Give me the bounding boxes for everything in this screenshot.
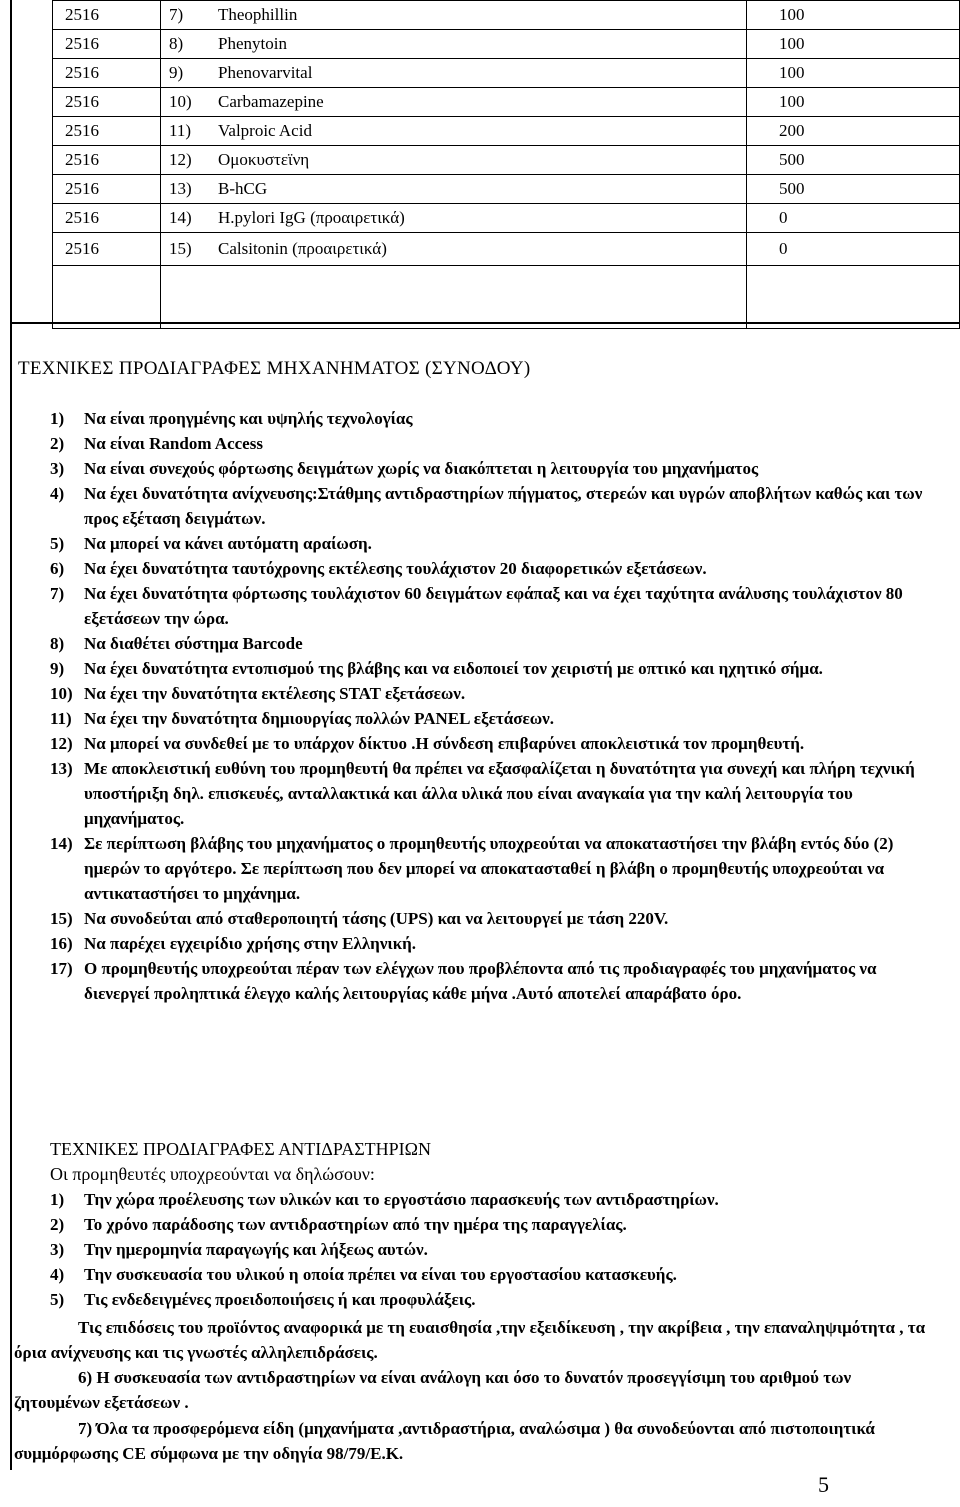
list-item	[50, 1287, 930, 1312]
list-item	[50, 906, 930, 931]
code-cell: 2516	[53, 30, 161, 59]
test-name: Phenytoin	[218, 34, 287, 53]
test-name-cell	[161, 175, 747, 204]
list-item-text: Να συνοδεύται από σταθεροποιητή τάσης (UPS) και να λειτουργεί με τάση 220V.	[84, 909, 669, 928]
list-item	[50, 656, 930, 681]
list-item	[50, 481, 930, 531]
list-item-text: Να έχει δυνατότητα φόρτωσης τουλάχιστον 60 δειγμάτων εφάπαξ και να έχει ταχύτητα ανάλυσης τουλάχιστον 80 εξετάσεων την ώρα.	[84, 584, 903, 628]
quantity-cell: 200	[747, 117, 960, 146]
list-item	[50, 431, 930, 456]
page-number: 5	[818, 1472, 829, 1497]
list-item-number: 5)	[50, 1290, 65, 1309]
test-name-cell	[161, 30, 747, 59]
code-cell: 2516	[53, 1, 161, 30]
test-name: Carbamazepine	[218, 92, 324, 111]
test-name: Phenovarvital	[218, 63, 313, 82]
item-number: 10)	[169, 92, 192, 111]
list-item-number: 2)	[50, 434, 65, 453]
list-item-number: 17)	[50, 959, 73, 978]
quantity-cell: 100	[747, 1, 960, 30]
list-item-number: 13)	[50, 759, 73, 778]
list-item-number: 7)	[50, 584, 65, 603]
list-item-number: 11)	[50, 709, 72, 728]
table-blank-row	[53, 266, 960, 329]
code-cell: 2516	[53, 88, 161, 117]
blank-cell	[53, 266, 161, 329]
list-item-text: Να είναι Random Access	[84, 434, 263, 453]
test-name-cell	[161, 117, 747, 146]
table-row	[53, 30, 960, 59]
code-cell: 2516	[53, 204, 161, 233]
list-item-text: Να παρέχει εγχειρίδιο χρήσης στην Ελληνική.	[84, 934, 417, 953]
table-row	[53, 146, 960, 175]
list-item-text: Να έχει την δυνατότητα δημιουργίας πολλών PANEL εξετάσεων.	[84, 709, 554, 728]
test-name: Theophillin	[218, 5, 298, 24]
list-item-number: 15)	[50, 909, 73, 928]
item-number: 11)	[169, 121, 192, 140]
test-name: Ομοκυστεϊνη	[218, 150, 310, 169]
list-item-number: 12)	[50, 734, 73, 753]
test-name: Valproic Acid	[218, 121, 312, 140]
item-number: 13)	[169, 179, 192, 198]
list-item-number: 14)	[50, 834, 73, 853]
list-item-text: Το χρόνο παράδοσης των αντιδραστηρίων από την ημέρα της παραγγελίας.	[84, 1215, 627, 1234]
table-row	[53, 204, 960, 233]
table-row	[53, 59, 960, 88]
list-item-text: Να είναι προηγμένης και υψηλής τεχνολογίας	[84, 409, 413, 428]
item-number: 15)	[169, 239, 192, 258]
list-item-text: Να έχει δυνατότητα ανίχνευσης:Στάθμης αντιδραστηρίων πήγματος, στερεών και υγρών αποβλήτων καθώς και των προς εξέταση δειγμάτων.	[84, 484, 923, 528]
blank-cell	[747, 266, 960, 329]
list-item-number: 1)	[50, 409, 65, 428]
item-number: 12)	[169, 150, 192, 169]
test-name: Calsitonin (προαιρετικά)	[218, 239, 387, 258]
list-item	[50, 1187, 930, 1212]
item-number: 9)	[169, 63, 184, 82]
list-item-number: 8)	[50, 634, 65, 653]
list-item-text: Την ημερομηνία παραγωγής και λήξεως αυτών.	[84, 1240, 428, 1259]
list-item-number: 3)	[50, 1240, 65, 1259]
reagent-specs-section	[50, 1137, 930, 1312]
test-name-cell	[161, 88, 747, 117]
test-name: B-hCG	[218, 179, 268, 198]
list-item-number: 10)	[50, 684, 73, 703]
quantity-cell: 100	[747, 88, 960, 117]
table-row	[53, 117, 960, 146]
left-border-line	[10, 0, 12, 1470]
list-item	[50, 931, 930, 956]
test-name-cell	[161, 204, 747, 233]
packaging-paragraph: 6) Η συσκευασία των αντιδραστηρίων να είναι ανάλογη και όσο το δυνατόν προσεγγίσιμη του αριθμού των ζητουμένων εξετάσεων .	[14, 1368, 852, 1412]
list-item	[50, 956, 930, 1006]
ce-certificate-paragraph: 7) Όλα τα προσφερόμενα είδη (μηχανήματα ,αντιδραστήρια, αναλώσιμα ) θα συνοδεύονται από πιστοποιητικά συμμόρφωσης CE σύμφωνα με την οδηγία 98/79/Ε.Κ.	[14, 1419, 875, 1463]
list-item-text: Να έχει δυνατότητα ταυτόχρονης εκτέλεσης τουλάχιστον 20 διαφορετικών εξετάσεων.	[84, 559, 707, 578]
table-row	[53, 88, 960, 117]
machine-specs-heading: ΤΕΧΝΙΚΕΣ ΠΡΟΔΙΑΓΡΑΦΕΣ ΜΗΧΑΝΗΜΑΤΟΣ (ΣΥΝΟΔΟΥ)	[18, 358, 531, 379]
table-row	[53, 1, 960, 30]
test-name: H.pylori IgG (προαιρετικά)	[218, 208, 405, 227]
reagent-specs-intro: Οι προμηθευτές υποχρεούνται να δηλώσουν:	[50, 1164, 375, 1184]
list-item-number: 3)	[50, 459, 65, 478]
list-item-text: Να έχει δυνατότητα εντοπισμού της βλάβης και να ειδοποιεί τον χειριστή με οπτικό και ηχητικό σήμα.	[84, 659, 823, 678]
list-item-number: 16)	[50, 934, 73, 953]
reagent-specs-list	[50, 1187, 930, 1312]
list-item-number: 4)	[50, 484, 65, 503]
list-item-number: 6)	[50, 559, 65, 578]
machine-specs-list	[50, 406, 930, 1006]
list-item	[50, 631, 930, 656]
list-item-text: Να έχει την δυνατότητα εκτέλεσης STAT εξετάσεων.	[84, 684, 466, 703]
list-item	[50, 831, 930, 906]
list-item	[50, 581, 930, 631]
test-name-cell	[161, 1, 747, 30]
list-item-text: Ο προμηθευτής υποχρεούται πέραν των ελέγχων που προβλέποντα από τις προδιαγραφές του μηχανήματος να διενεργεί προληπτικά έλεγχο καλής λειτουργίας κάθε μήνα .Αυτό αποτελεί απαράβατο όρο.	[84, 959, 877, 1003]
list-item	[50, 531, 930, 556]
list-item	[50, 1262, 930, 1287]
list-item-text: Τις ενδεδειγμένες προειδοποιήσεις ή και προφυλάξεις.	[84, 1290, 476, 1309]
list-item-number: 4)	[50, 1265, 65, 1284]
list-item-text: Να είναι συνεχούς φόρτωσης δειγμάτων χωρίς να διακόπτεται η λειτουργία του μηχανήματος	[84, 459, 759, 478]
list-item	[50, 681, 930, 706]
list-item-text: Την συσκευασία του υλικού η οποία πρέπει να είναι του εργοστασίου κατασκευής.	[84, 1265, 677, 1284]
list-item-text: Σε περίπτωση βλάβης του μηχανήματος ο προμηθευτής υποχρεούται να αποκαταστήσει την βλάβη εντός δύο (2) ημερών το αργότερο. Σε περίπτωση που δεν μπορεί να αποκατασταθεί η βλάβη ο προμηθευτής υποχρεούται να αντικαταστήσει το μηχάνημα.	[84, 834, 894, 903]
code-cell: 2516	[53, 59, 161, 88]
price-table	[52, 0, 960, 329]
code-cell: 2516	[53, 117, 161, 146]
list-item	[50, 1212, 930, 1237]
code-cell: 2516	[53, 175, 161, 204]
quantity-cell: 500	[747, 146, 960, 175]
quantity-cell: 500	[747, 175, 960, 204]
test-name-cell	[161, 59, 747, 88]
test-name-cell	[161, 233, 747, 266]
list-item-number: 5)	[50, 534, 65, 553]
test-name-cell	[161, 146, 747, 175]
blank-cell	[161, 266, 747, 329]
reagent-specs-heading: ΤΕΧΝΙΚΕΣ ΠΡΟΔΙΑΓΡΑΦΕΣ ΑΝΤΙΔΡΑΣΤΗΡΙΩΝ	[50, 1139, 432, 1159]
list-item	[50, 706, 930, 731]
item-number: 7)	[169, 5, 184, 24]
code-cell: 2516	[53, 233, 161, 266]
item-number: 14)	[169, 208, 192, 227]
quantity-cell: 100	[747, 30, 960, 59]
list-item	[50, 456, 930, 481]
item-number: 8)	[169, 34, 184, 53]
list-item	[50, 1237, 930, 1262]
performance-paragraph: Τις επιδόσεις του προϊόντος αναφορικά με τη ευαισθησία ,την εξειδίκευση , την ακρίβεια , την επαναληψιμότητα , τα όρια ανίχνευσης και τις γνωστές αλληλεπιδράσεις.	[14, 1318, 926, 1362]
list-item-text: Να διαθέτει σύστημα Barcode	[84, 634, 303, 653]
quantity-cell: 0	[747, 204, 960, 233]
quantity-cell: 0	[747, 233, 960, 266]
list-item-text: Να μπορεί να κάνει αυτόματη αραίωση.	[84, 534, 372, 553]
list-item	[50, 731, 930, 756]
list-item	[50, 406, 930, 431]
code-cell: 2516	[53, 146, 161, 175]
quantity-cell: 100	[747, 59, 960, 88]
list-item-text: Την χώρα προέλευσης των υλικών και το εργοστάσιο παρασκευής των αντιδραστηρίων.	[84, 1190, 719, 1209]
list-item-text: Να μπορεί να συνδεθεί με το υπάρχον δίκτυο .Η σύνδεση επιβαρύνει αποκλειστικά τον προμηθευτή.	[84, 734, 805, 753]
list-item-number: 2)	[50, 1215, 65, 1234]
list-item	[50, 756, 930, 831]
list-item	[50, 556, 930, 581]
table-row	[53, 233, 960, 266]
list-item-number: 1)	[50, 1190, 65, 1209]
list-item-text: Με αποκλειστική ευθύνη του προμηθευτή θα πρέπει να εξασφαλίζεται η δυνατότητα για συνεχή και πλήρη τεχνική υποστήριξη δηλ. επισκευές, ανταλλακτικά και άλλα υλικά που είναι αναγκαία για την καλή λειτουργία του μηχανήματος.	[84, 759, 915, 828]
list-item-number: 9)	[50, 659, 65, 678]
table-row	[53, 175, 960, 204]
